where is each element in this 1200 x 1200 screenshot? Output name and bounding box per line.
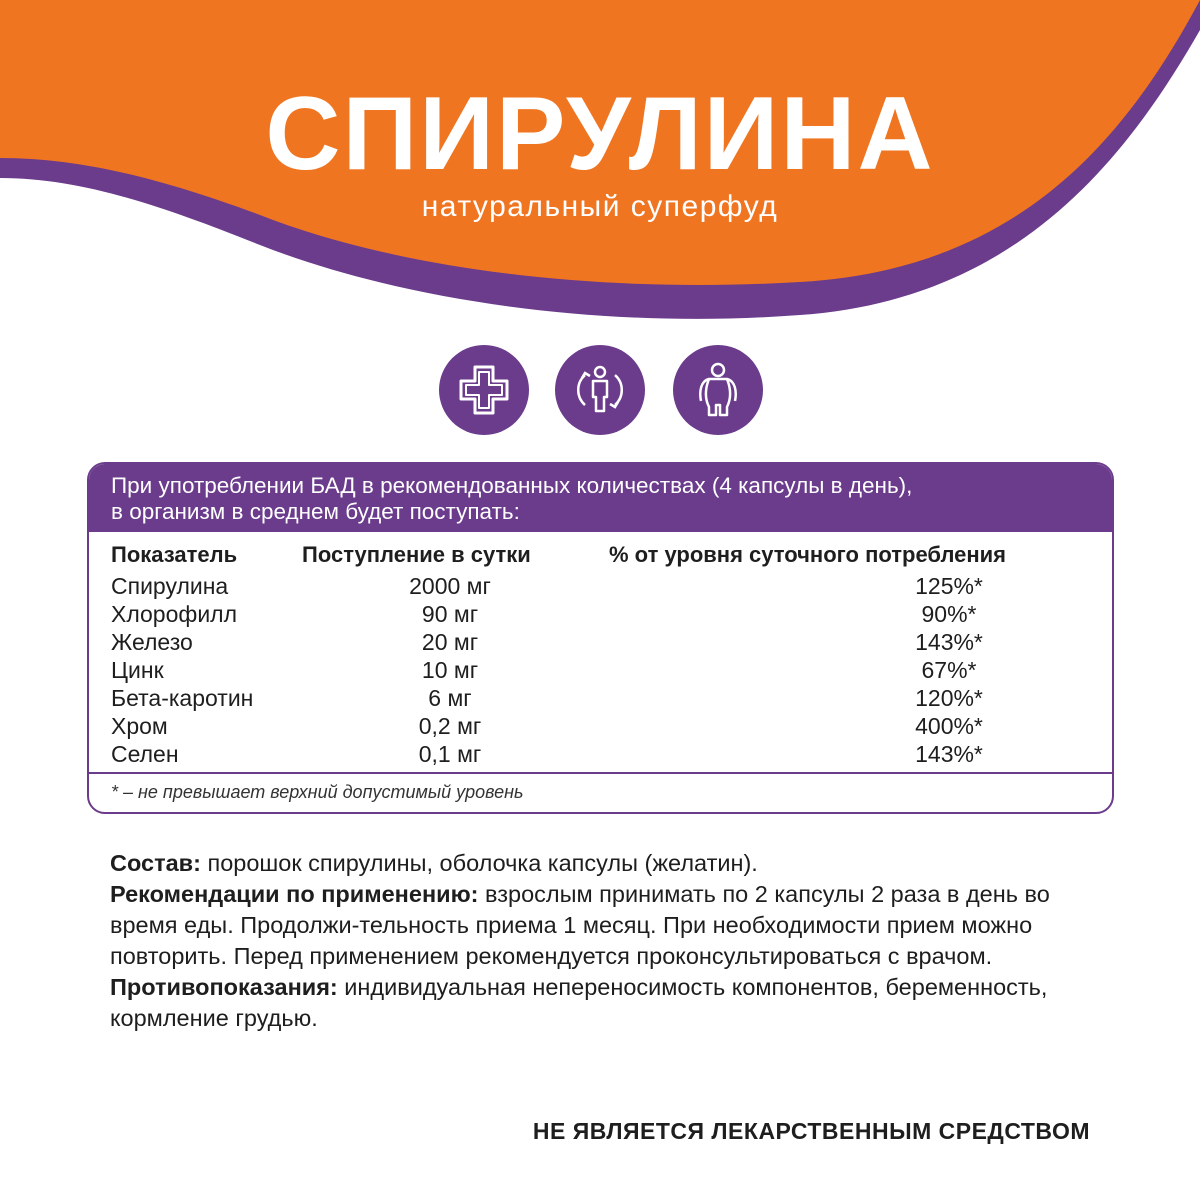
indicator-name: Цинк	[111, 657, 164, 683]
daily-amount: 0,2 мг	[418, 713, 482, 739]
contraindications-text: индивидуальная непереносимость компонентов, беременность, кормление грудью.	[110, 974, 1048, 1031]
not-a-medicine-disclaimer: НЕ ЯВЛЯЕТСЯ ЛЕКАРСТВЕННЫМ СРЕДСТВОМ	[532, 1118, 1090, 1144]
contraindications-label: Противопоказания:	[110, 974, 338, 1000]
intake-intro-line-1: При употреблении БАД в рекомендованных количествах (4 капсулы в день),	[111, 473, 913, 498]
product-title: СПИРУЛИНА	[265, 76, 935, 192]
table-row	[89, 657, 1112, 685]
table-row	[89, 741, 1112, 769]
contraindications-paragraph	[110, 972, 1100, 1034]
table-row	[89, 629, 1112, 657]
table-header	[89, 542, 1112, 570]
indicator-name: Спирулина	[111, 573, 229, 599]
person-silhouette-icon	[673, 345, 763, 435]
daily-percent: 143%*	[915, 741, 983, 767]
table-row	[89, 601, 1112, 629]
benefit-icons	[0, 345, 1200, 435]
intake-intro	[89, 464, 1112, 532]
table-body	[89, 573, 1112, 769]
column-header-daily-percent: % от уровня суточного потребления	[609, 542, 1007, 567]
table-row	[89, 573, 1112, 601]
daily-percent: 67%*	[921, 657, 977, 683]
body-renewal-icon	[555, 345, 645, 435]
table-row	[89, 713, 1112, 741]
daily-percent: 90%*	[921, 601, 977, 627]
product-description	[110, 848, 1100, 1034]
daily-amount: 90 мг	[421, 601, 479, 627]
daily-amount: 6 мг	[428, 685, 472, 711]
composition-text: порошок спирулины, оболочка капсулы (желатин).	[200, 850, 758, 876]
footnote: * – не превышает верхний допустимый уровень	[111, 782, 524, 802]
daily-percent: 400%*	[915, 713, 983, 739]
daily-amount: 10 мг	[421, 657, 479, 683]
medical-cross-icon	[439, 345, 529, 435]
column-header-daily-intake: Поступление в сутки	[302, 542, 531, 567]
daily-percent: 143%*	[915, 629, 983, 655]
usage-paragraph	[110, 879, 1100, 972]
indicator-name: Хлорофилл	[111, 601, 238, 627]
indicator-name: Селен	[111, 741, 179, 767]
daily-amount: 0,1 мг	[418, 741, 482, 767]
daily-percent: 120%*	[915, 685, 983, 711]
composition-label: Состав:	[110, 850, 201, 876]
indicator-name: Железо	[111, 629, 193, 655]
column-header-indicator: Показатель	[111, 542, 238, 567]
table-row	[89, 685, 1112, 713]
composition-paragraph	[110, 848, 1100, 879]
intake-info-box	[87, 462, 1114, 814]
intake-intro-line-2: в организм в среднем будет поступать:	[111, 499, 520, 524]
indicator-name: Хром	[111, 713, 168, 739]
footnote-divider	[89, 772, 1112, 774]
product-subtitle: натуральный суперфуд	[421, 190, 779, 223]
indicator-name: Бета-каротин	[111, 685, 254, 711]
daily-amount: 20 мг	[421, 629, 479, 655]
usage-label: Рекомендации по применению:	[110, 881, 479, 907]
daily-percent: 125%*	[915, 573, 983, 599]
usage-text: взрослым принимать по 2 капсулы 2 раза в день во время еды. Продолжи-тельность приема 1 месяц. При необходимости прием можно повторить. Перед применением рекомендуется проконсультироваться с врачом.	[110, 881, 1050, 969]
daily-amount: 2000 мг	[409, 573, 491, 599]
